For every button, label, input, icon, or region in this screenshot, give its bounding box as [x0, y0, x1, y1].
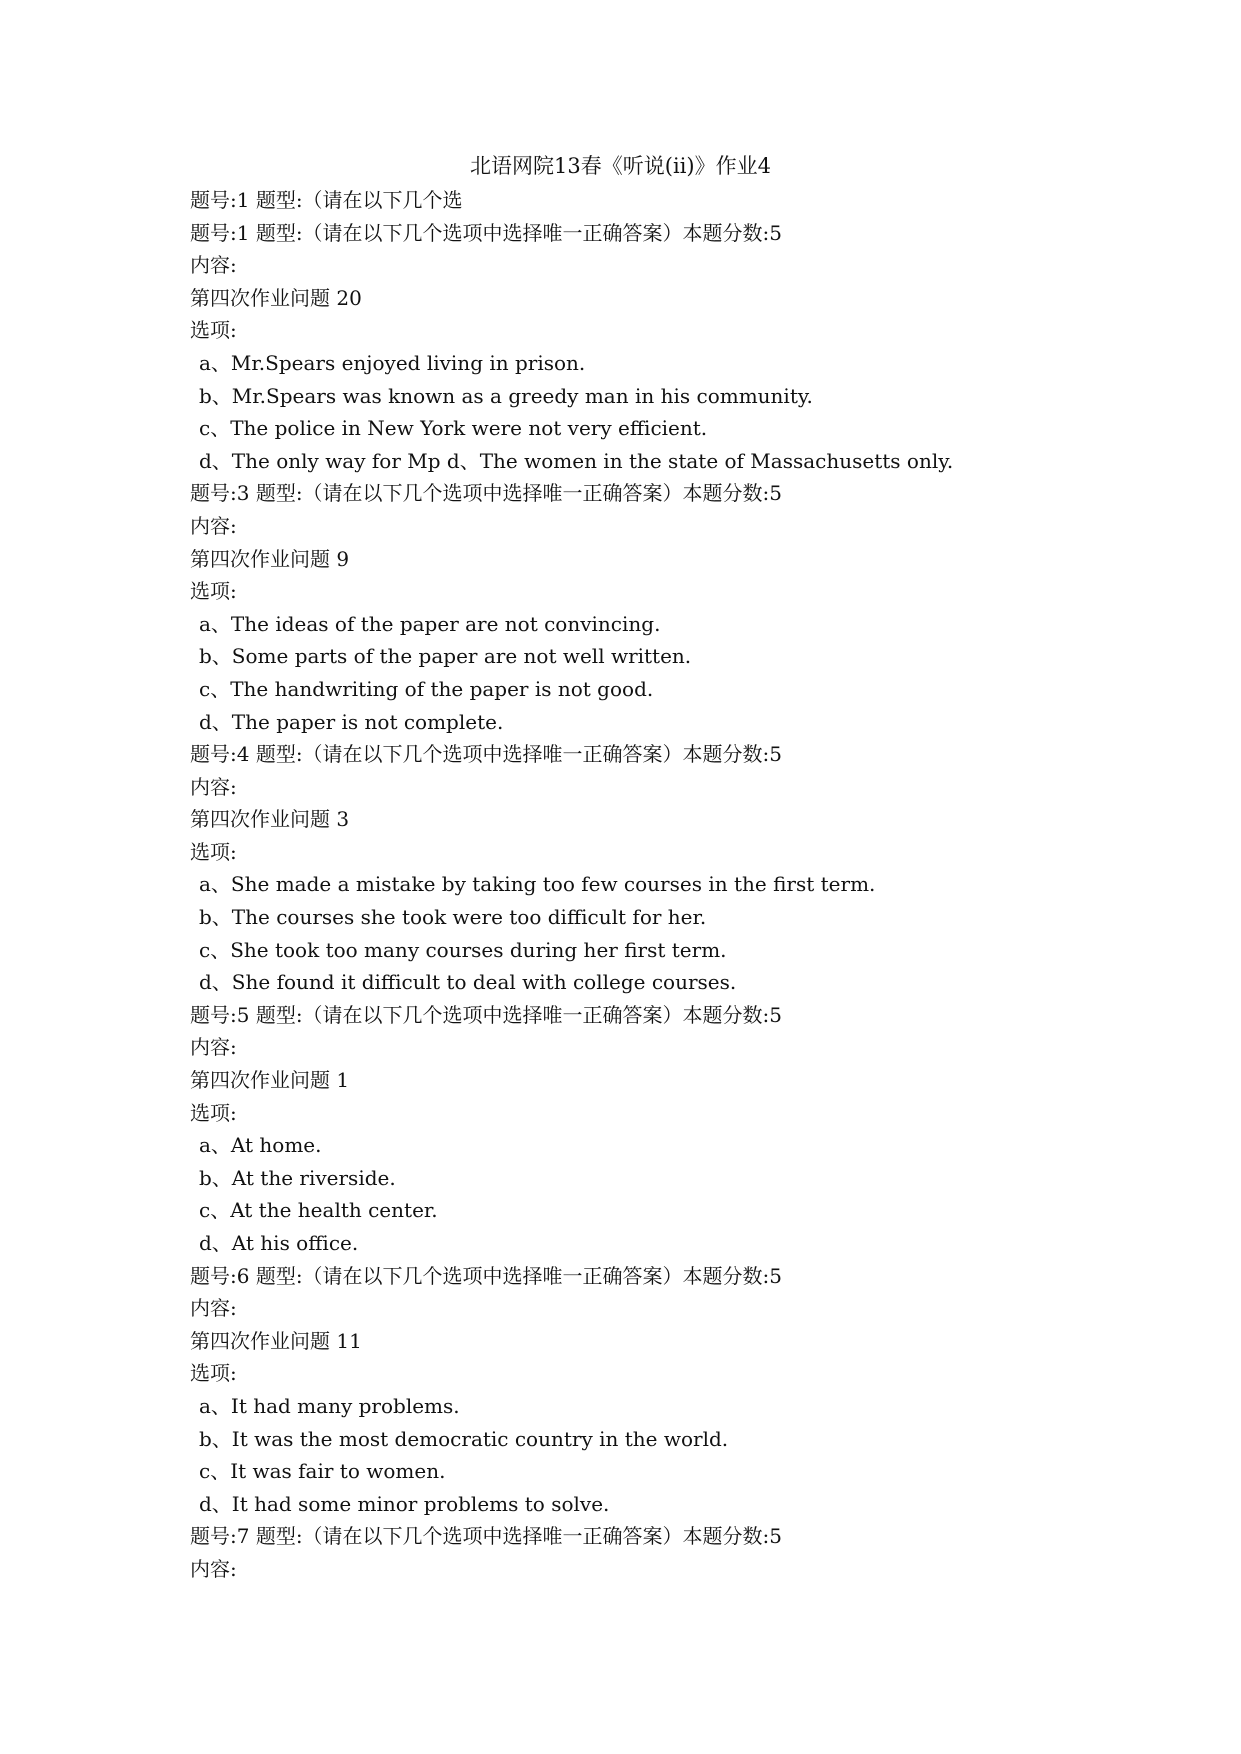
answer-option: d、The paper is not complete. — [199, 709, 504, 734]
question-header: 题号:5 题型:（请在以下几个选项中选择唯一正确答案）本题分数:5 — [190, 1002, 783, 1027]
question-label: 选项: — [190, 1100, 237, 1125]
question-label: 选项: — [190, 318, 237, 343]
answer-option: c、She took too many courses during her first term. — [199, 937, 727, 962]
question-label: 内容: — [190, 1556, 237, 1581]
question-label: 内容: — [190, 1296, 237, 1321]
answer-option: c、The handwriting of the paper is not good. — [199, 676, 654, 701]
question-label: 第四次作业问题 3 — [190, 807, 350, 832]
question-label: 选项: — [190, 1361, 237, 1386]
answer-option: c、The police in New York were not very efficient. — [199, 416, 708, 441]
answer-option: c、At the health center. — [199, 1198, 438, 1223]
answer-option: a、It had many problems. — [199, 1393, 460, 1418]
question-label: 选项: — [190, 839, 237, 864]
answer-option: b、The courses she took were too difficult for her. — [199, 905, 707, 930]
question-header: 题号:1 题型:（请在以下几个选项中选择唯一正确答案）本题分数:5 — [190, 220, 783, 245]
answer-option: a、She made a mistake by taking too few courses in the first term. — [199, 872, 876, 897]
answer-option: a、The ideas of the paper are not convincing. — [199, 611, 661, 636]
question-label: 内容: — [190, 253, 237, 278]
answer-option: b、Some parts of the paper are not well written. — [199, 644, 692, 669]
question-label: 第四次作业问题 11 — [190, 1328, 362, 1353]
answer-option: a、At home. — [199, 1133, 322, 1158]
question-label: 内容: — [190, 774, 237, 799]
question-header: 题号:7 题型:（请在以下几个选项中选择唯一正确答案）本题分数:5 — [190, 1524, 783, 1549]
answer-option: a、Mr.Spears enjoyed living in prison. — [199, 350, 586, 375]
answer-option: d、It had some minor problems to solve. — [199, 1491, 610, 1516]
answer-option: b、It was the most democratic country in the world. — [199, 1426, 729, 1451]
document-title: 北语网院13春《听说(ⅱ)》作业4 — [470, 154, 771, 178]
answer-option: b、Mr.Spears was known as a greedy man in his community. — [199, 383, 813, 408]
answer-option: b、At the riverside. — [199, 1165, 396, 1190]
question-label: 第四次作业问题 20 — [190, 285, 362, 310]
question-label: 内容: — [190, 513, 237, 538]
answer-option: c、It was fair to women. — [199, 1459, 446, 1484]
question-header: 题号:6 题型:（请在以下几个选项中选择唯一正确答案）本题分数:5 — [190, 1263, 783, 1288]
question-label: 第四次作业问题 9 — [190, 546, 350, 571]
question-label: 内容: — [190, 1035, 237, 1060]
question-label: 选项: — [190, 579, 237, 604]
question-header: 题号:1 题型:（请在以下几个选 — [190, 188, 463, 212]
answer-option: d、At his office. — [199, 1231, 359, 1255]
answer-option: d、She found it difficult to deal with college courses. — [199, 970, 737, 995]
question-header: 题号:4 题型:（请在以下几个选项中选择唯一正确答案）本题分数:5 — [190, 742, 783, 767]
document-body — [190, 184, 1190, 1586]
answer-option: d、The only way for Mp d、The women in the state of Massachusetts only. — [199, 448, 954, 473]
question-header: 题号:3 题型:（请在以下几个选项中选择唯一正确答案）本题分数:5 — [190, 481, 783, 506]
question-label: 第四次作业问题 1 — [190, 1068, 350, 1093]
